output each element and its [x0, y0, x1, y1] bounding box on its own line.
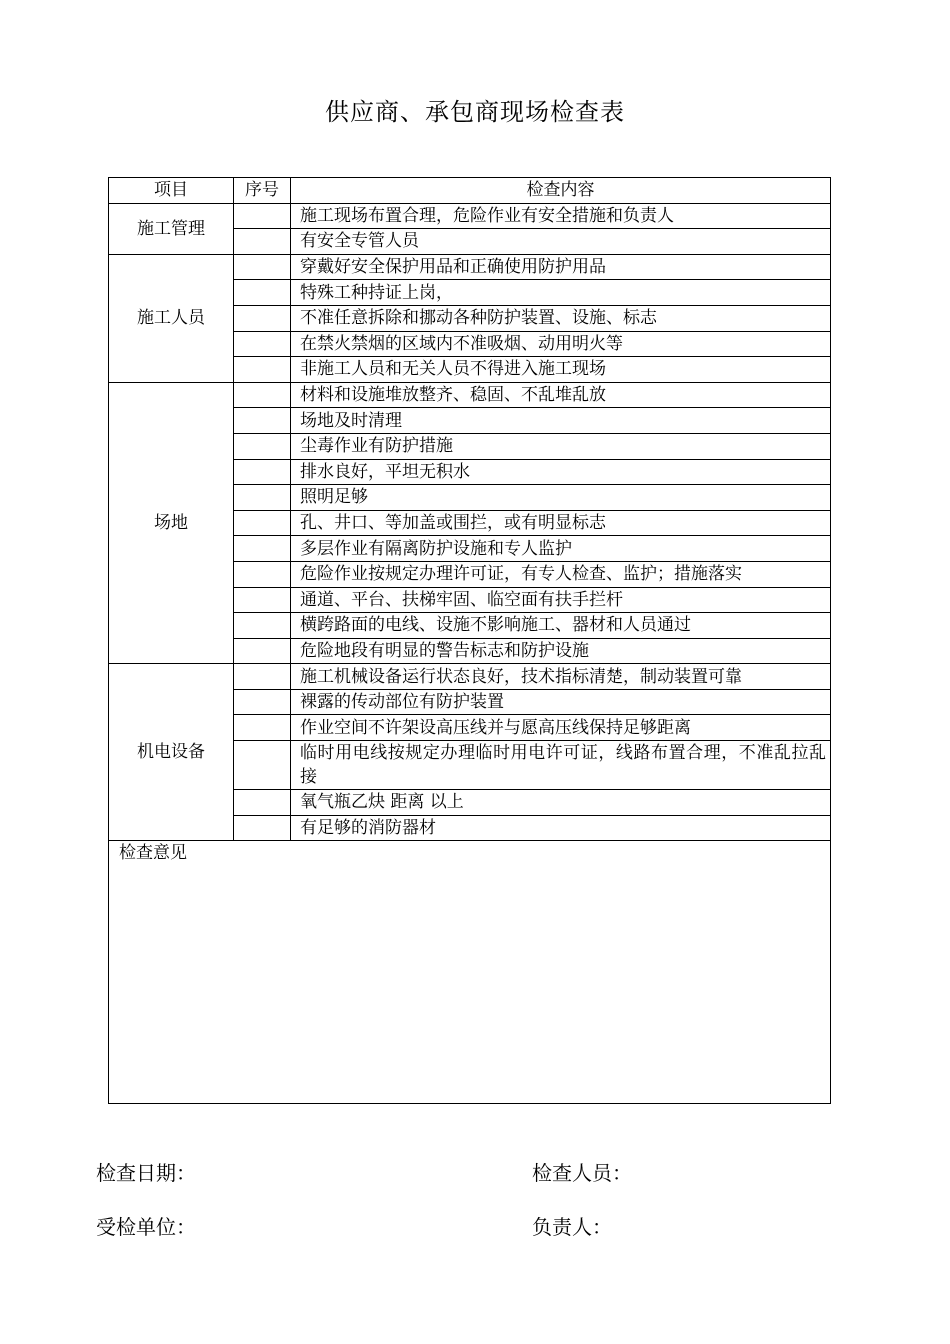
seq-cell[interactable]	[234, 815, 291, 841]
seq-cell[interactable]	[234, 638, 291, 664]
seq-cell[interactable]	[234, 561, 291, 587]
section-name: 施工人员	[109, 254, 234, 382]
section-name: 场地	[109, 382, 234, 664]
section-name: 施工管理	[109, 203, 234, 254]
inspection-table-body	[109, 178, 831, 841]
seq-cell[interactable]	[234, 536, 291, 562]
check-item: 孔、井口、等加盖或围拦，或有明显标志	[291, 510, 831, 536]
table-row	[109, 203, 831, 229]
check-item: 横跨路面的电线、设施不影响施工、器材和人员通过	[291, 613, 831, 639]
opinion-section	[109, 841, 831, 1104]
check-item: 临时用电线按规定办理临时用电许可证，线路布置合理，不准乱拉乱接	[291, 741, 831, 790]
seq-cell[interactable]	[234, 664, 291, 690]
seq-cell[interactable]	[234, 587, 291, 613]
check-item: 作业空间不许架设高压线并与愿高压线保持足够距离	[291, 715, 831, 741]
inspection-table	[108, 177, 831, 1104]
check-item: 危险作业按规定办理许可证，有专人检查、监护；措施落实	[291, 561, 831, 587]
check-item: 排水良好，平坦无积水	[291, 459, 831, 485]
seq-cell[interactable]	[234, 715, 291, 741]
check-item: 材料和设施堆放整齐、稳固、不乱堆乱放	[291, 382, 831, 408]
seq-cell[interactable]	[234, 331, 291, 357]
check-item: 尘毒作业有防护措施	[291, 433, 831, 459]
seq-cell[interactable]	[234, 459, 291, 485]
seq-cell[interactable]	[234, 689, 291, 715]
check-item: 在禁火禁烟的区域内不准吸烟、动用明火等	[291, 331, 831, 357]
seq-cell[interactable]	[234, 357, 291, 383]
check-item: 通道、平台、扶梯牢固、临空面有扶手拦杆	[291, 587, 831, 613]
seq-cell[interactable]	[234, 382, 291, 408]
check-item: 非施工人员和无关人员不得进入施工现场	[291, 357, 831, 383]
header-seq: 序号	[234, 178, 291, 204]
inspector-label: 检查人员：	[532, 1161, 632, 1185]
check-item: 特殊工种持证上岗，	[291, 280, 831, 306]
header-content: 检查内容	[291, 178, 831, 204]
seq-cell[interactable]	[234, 485, 291, 511]
check-item: 危险地段有明显的警告标志和防护设施	[291, 638, 831, 664]
seq-cell[interactable]	[234, 229, 291, 255]
check-item: 照明足够	[291, 485, 831, 511]
check-item: 多层作业有隔离防护设施和专人监护	[291, 536, 831, 562]
table-row	[109, 254, 831, 280]
check-item: 穿戴好安全保护用品和正确使用防护用品	[291, 254, 831, 280]
seq-cell[interactable]	[234, 254, 291, 280]
table-row	[109, 664, 831, 690]
header-row	[109, 178, 831, 204]
check-item: 有安全专管人员	[291, 229, 831, 255]
section-name: 机电设备	[109, 664, 234, 841]
seq-cell[interactable]	[234, 408, 291, 434]
seq-cell[interactable]	[234, 280, 291, 306]
check-item: 氧气瓶乙炔 距离 以上	[291, 790, 831, 816]
header-item: 项目	[109, 178, 234, 204]
check-item: 不准任意拆除和挪动各种防护装置、设施、标志	[291, 305, 831, 331]
seq-cell[interactable]	[234, 741, 291, 790]
seq-cell[interactable]	[234, 433, 291, 459]
inspection-date-label: 检查日期：	[96, 1161, 196, 1185]
check-item: 场地及时清理	[291, 408, 831, 434]
responsible-person-label: 负责人：	[532, 1215, 612, 1239]
seq-cell[interactable]	[234, 203, 291, 229]
check-item: 施工现场布置合理，危险作业有安全措施和负责人	[291, 203, 831, 229]
opinion-label: 检查意见	[119, 843, 187, 864]
seq-cell[interactable]	[234, 510, 291, 536]
check-item: 有足够的消防器材	[291, 815, 831, 841]
table-row	[109, 382, 831, 408]
check-item: 施工机械设备运行状态良好，技术指标清楚，制动装置可靠	[291, 664, 831, 690]
seq-cell[interactable]	[234, 613, 291, 639]
check-item: 裸露的传动部位有防护装置	[291, 689, 831, 715]
seq-cell[interactable]	[234, 790, 291, 816]
inspected-unit-label: 受检单位：	[96, 1215, 196, 1239]
seq-cell[interactable]	[234, 305, 291, 331]
page-title: 供应商、承包商现场检查表	[325, 98, 625, 126]
opinion-cell[interactable]	[109, 841, 831, 1104]
